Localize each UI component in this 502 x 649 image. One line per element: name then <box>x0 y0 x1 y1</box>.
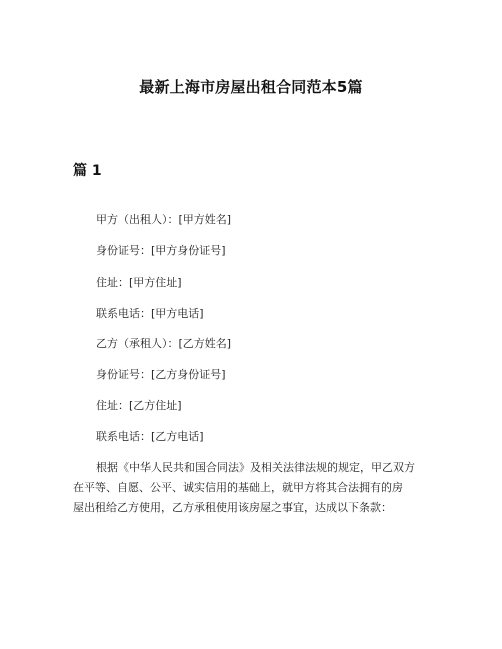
paragraph-line: 在平等、自愿、公平、诚实信用的基础上，就甲方将其合法拥有的房 <box>73 481 403 494</box>
lessor-address-field: 住址：[甲方住址] <box>96 276 182 289</box>
lessor-id-field: 身份证号：[甲方身份证号] <box>96 244 226 257</box>
document-title: 最新上海市房屋出租合同范本5篇 <box>139 78 363 96</box>
lessee-name-field: 乙方（承租人）：[乙方姓名] <box>96 337 232 350</box>
lessee-phone-field: 联系电话：[乙方电话] <box>96 430 204 443</box>
body-paragraph <box>73 458 437 518</box>
paragraph-line: 根据《中华人民共和国合同法》及相关法律法规的规定，甲乙双方 <box>96 461 415 474</box>
lessor-name-field: 甲方（出租人）：[甲方姓名] <box>96 213 232 226</box>
lessor-phone-field: 联系电话：[甲方电话] <box>96 307 204 320</box>
lessee-id-field: 身份证号：[乙方身份证号] <box>96 368 226 381</box>
lessee-address-field: 住址：[乙方住址] <box>96 399 182 412</box>
paragraph-line: 屋出租给乙方使用，乙方承租使用该房屋之事宜，达成以下条款： <box>73 501 392 514</box>
section-heading: 篇 1 <box>73 163 102 179</box>
